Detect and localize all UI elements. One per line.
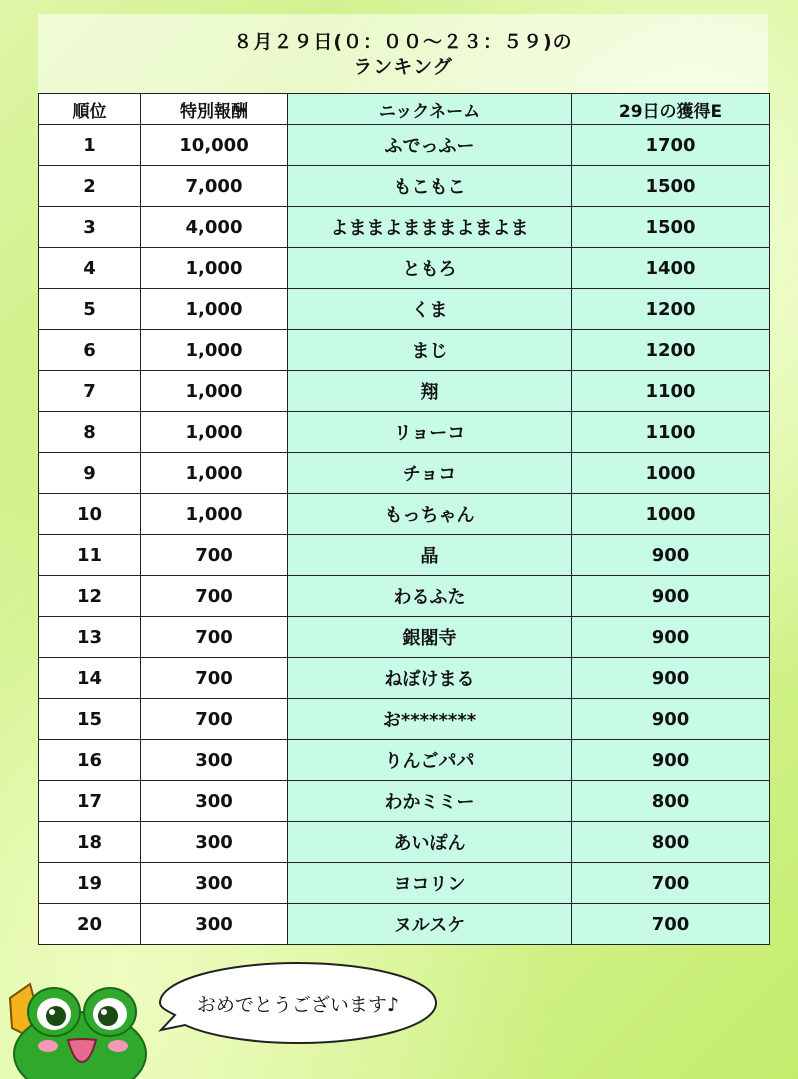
table-row xyxy=(39,125,770,166)
table-row xyxy=(39,289,770,330)
rank-cell: 1 xyxy=(39,125,141,166)
reward-cell: 300 xyxy=(141,822,288,863)
reward-cell: 1,000 xyxy=(141,412,288,453)
table-row xyxy=(39,576,770,617)
rank-cell: 17 xyxy=(39,781,141,822)
table-row xyxy=(39,699,770,740)
rank-cell: 15 xyxy=(39,699,141,740)
table-row xyxy=(39,412,770,453)
nickname-cell: くま xyxy=(288,289,572,330)
speech-bubble-text: おめでとうございます♪ xyxy=(196,994,400,1016)
table-row xyxy=(39,535,770,576)
rank-cell: 7 xyxy=(39,371,141,412)
page-title xyxy=(38,30,768,80)
reward-cell: 1,000 xyxy=(141,453,288,494)
earned-cell: 900 xyxy=(572,535,770,576)
reward-cell: 1,000 xyxy=(141,289,288,330)
earned-cell: 1100 xyxy=(572,412,770,453)
nickname-cell: ヌルスケ xyxy=(288,904,572,945)
rank-cell: 14 xyxy=(39,658,141,699)
earned-cell: 1000 xyxy=(572,453,770,494)
earned-cell: 900 xyxy=(572,576,770,617)
nickname-cell: もっちゃん xyxy=(288,494,572,535)
reward-cell: 300 xyxy=(141,863,288,904)
rank-cell: 16 xyxy=(39,740,141,781)
table-row xyxy=(39,166,770,207)
earned-cell: 900 xyxy=(572,617,770,658)
reward-cell: 1,000 xyxy=(141,330,288,371)
nickname-cell: ふでっふー xyxy=(288,125,572,166)
rank-cell: 19 xyxy=(39,863,141,904)
title-line-2: ランキング xyxy=(353,56,453,78)
table-row xyxy=(39,781,770,822)
reward-cell: 4,000 xyxy=(141,207,288,248)
rank-cell: 10 xyxy=(39,494,141,535)
earned-cell: 1500 xyxy=(572,166,770,207)
table-row xyxy=(39,658,770,699)
rank-cell: 13 xyxy=(39,617,141,658)
table-row xyxy=(39,330,770,371)
earned-cell: 800 xyxy=(572,781,770,822)
nickname-cell: あいぽん xyxy=(288,822,572,863)
earned-cell: 1400 xyxy=(572,248,770,289)
rank-cell: 20 xyxy=(39,904,141,945)
reward-cell: 1,000 xyxy=(141,371,288,412)
reward-cell: 300 xyxy=(141,904,288,945)
nickname-cell: 晶 xyxy=(288,535,572,576)
table-row xyxy=(39,207,770,248)
reward-cell: 7,000 xyxy=(141,166,288,207)
table-row xyxy=(39,453,770,494)
nickname-cell: 翔 xyxy=(288,371,572,412)
earned-cell: 800 xyxy=(572,822,770,863)
header-rank: 順位 xyxy=(39,94,141,125)
nickname-cell: リョーコ xyxy=(288,412,572,453)
rank-cell: 18 xyxy=(39,822,141,863)
rank-cell: 4 xyxy=(39,248,141,289)
nickname-cell: わるふた xyxy=(288,576,572,617)
table-row xyxy=(39,617,770,658)
nickname-cell: ともろ xyxy=(288,248,572,289)
nickname-cell: わかミミー xyxy=(288,781,572,822)
table-row xyxy=(39,904,770,945)
nickname-cell: まじ xyxy=(288,330,572,371)
ranking-rows xyxy=(39,125,770,945)
earned-cell: 1200 xyxy=(572,330,770,371)
header-reward: 特別報酬 xyxy=(141,94,288,125)
nickname-cell: お******** xyxy=(288,699,572,740)
nickname-cell: よままよまままよまよま xyxy=(288,207,572,248)
title-line-1: ８月２９日(０：００〜２３：５９)の xyxy=(233,31,573,53)
table-row xyxy=(39,371,770,412)
rank-cell: 11 xyxy=(39,535,141,576)
earned-cell: 1200 xyxy=(572,289,770,330)
earned-cell: 1100 xyxy=(572,371,770,412)
earned-cell: 900 xyxy=(572,699,770,740)
nickname-cell: チョコ xyxy=(288,453,572,494)
reward-cell: 700 xyxy=(141,658,288,699)
table-row xyxy=(39,822,770,863)
header-row xyxy=(39,94,770,125)
earned-cell: 1500 xyxy=(572,207,770,248)
earned-cell: 1700 xyxy=(572,125,770,166)
earned-cell: 900 xyxy=(572,658,770,699)
rank-cell: 6 xyxy=(39,330,141,371)
frog-mascot-icon xyxy=(8,976,148,1079)
rank-cell: 8 xyxy=(39,412,141,453)
earned-cell: 900 xyxy=(572,740,770,781)
rank-cell: 5 xyxy=(39,289,141,330)
reward-cell: 10,000 xyxy=(141,125,288,166)
nickname-cell: ねぼけまる xyxy=(288,658,572,699)
rank-cell: 12 xyxy=(39,576,141,617)
rank-cell: 2 xyxy=(39,166,141,207)
earned-cell: 700 xyxy=(572,904,770,945)
table-row xyxy=(39,863,770,904)
table-row xyxy=(39,740,770,781)
nickname-cell: ヨコリン xyxy=(288,863,572,904)
header-earned: 29日の獲得E xyxy=(572,94,770,125)
reward-cell: 300 xyxy=(141,740,288,781)
nickname-cell: もこもこ xyxy=(288,166,572,207)
reward-cell: 1,000 xyxy=(141,494,288,535)
reward-cell: 300 xyxy=(141,781,288,822)
rank-cell: 9 xyxy=(39,453,141,494)
earned-cell: 1000 xyxy=(572,494,770,535)
reward-cell: 700 xyxy=(141,617,288,658)
rank-cell: 3 xyxy=(39,207,141,248)
table-row xyxy=(39,248,770,289)
reward-cell: 700 xyxy=(141,535,288,576)
reward-cell: 700 xyxy=(141,576,288,617)
nickname-cell: 銀閣寺 xyxy=(288,617,572,658)
reward-cell: 700 xyxy=(141,699,288,740)
ranking-table xyxy=(38,93,770,945)
nickname-cell: りんごパパ xyxy=(288,740,572,781)
header-nickname: ニックネーム xyxy=(288,94,572,125)
reward-cell: 1,000 xyxy=(141,248,288,289)
earned-cell: 700 xyxy=(572,863,770,904)
table-row xyxy=(39,494,770,535)
